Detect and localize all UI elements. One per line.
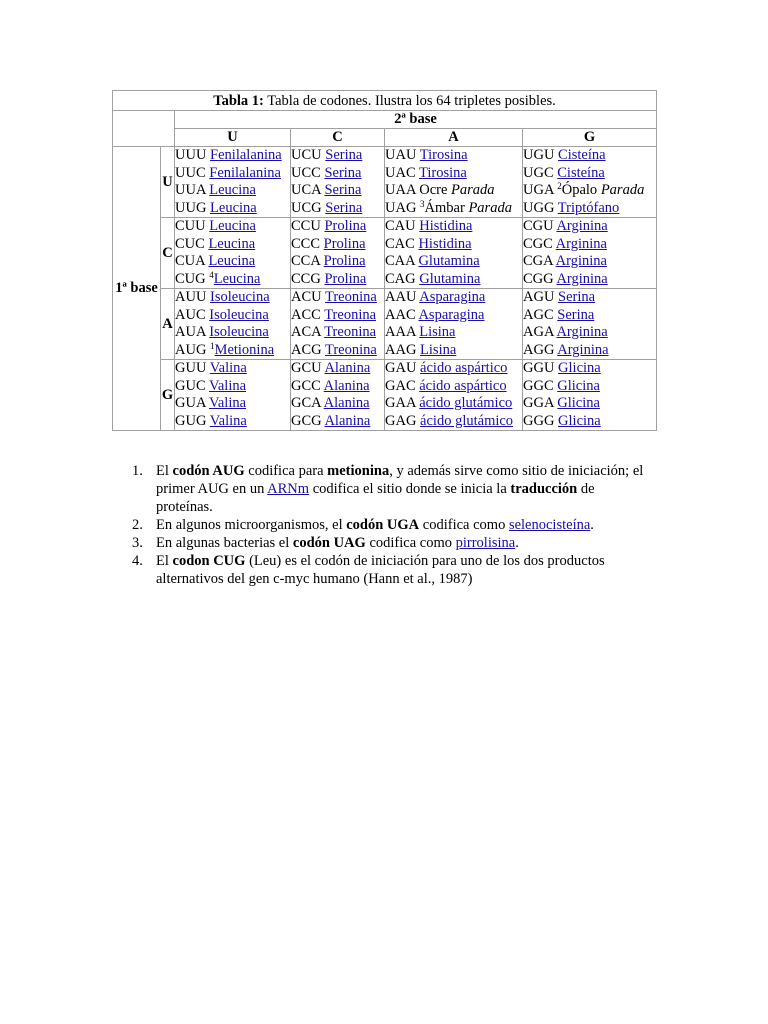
codon-triplet: GCU — [291, 360, 322, 376]
amino-acid-link[interactable]: Triptófano — [557, 199, 620, 216]
amino-acid-link[interactable]: Isoleucina — [209, 306, 269, 323]
table-row — [113, 218, 657, 289]
amino-acid-link[interactable]: Tirosina — [419, 147, 468, 163]
codon-entry — [523, 378, 656, 396]
codon-entry — [523, 236, 656, 254]
footnotes-list — [114, 462, 654, 588]
footnote-bold-term: codon CUG — [172, 553, 246, 569]
codon-triplet: AUG — [175, 341, 207, 358]
footnote-ref: 4 — [209, 269, 214, 280]
footnote-link[interactable]: pirrolisina — [455, 535, 516, 551]
codon-triplet: UUA — [175, 182, 206, 198]
codon-entry — [175, 271, 290, 289]
amino-acid-link[interactable]: Leucina — [208, 253, 256, 269]
codon-entry — [175, 182, 290, 200]
amino-acid-link[interactable]: Glicina — [557, 395, 600, 411]
first-base-letter: A — [161, 289, 175, 360]
amino-acid-link[interactable]: Serina — [324, 164, 362, 181]
codon-triplet: UGC — [523, 164, 554, 181]
codon-triplet: CCG — [291, 270, 321, 287]
codon-entry — [385, 413, 522, 431]
amino-acid-link[interactable]: ácido glutámico — [419, 395, 513, 411]
amino-acid-link[interactable]: Cisteína — [557, 164, 605, 181]
amino-acid-link[interactable]: ácido aspártico — [420, 360, 508, 376]
footnote-text: El — [156, 463, 173, 479]
footnote-text: En algunos microorganismos, el — [156, 517, 347, 533]
codon-triplet: AUU — [175, 289, 207, 305]
codon-group-cell — [385, 289, 523, 360]
footnote-link[interactable]: ARNm — [267, 481, 310, 497]
codon-entry — [523, 360, 656, 378]
codon-entry — [291, 218, 384, 236]
codon-entry — [291, 360, 384, 378]
amino-acid-link[interactable]: Isoleucina — [210, 289, 270, 305]
codon-entry — [385, 236, 522, 254]
footnote-text: . — [590, 517, 594, 533]
footnote-number: 2. — [132, 517, 143, 533]
first-base-letter: C — [161, 218, 175, 289]
amino-acid-link[interactable]: Glicina — [558, 360, 601, 376]
amino-acid-link[interactable]: Histidina — [419, 218, 473, 234]
amino-acid-link[interactable]: Histidina — [418, 235, 472, 252]
codon-group-cell — [523, 360, 657, 431]
codon-triplet: UAU — [385, 147, 417, 163]
amino-acid-link[interactable]: Serina — [325, 199, 363, 216]
codon-entry — [291, 413, 384, 431]
codon-group-cell — [291, 218, 385, 289]
codon-entry — [385, 360, 522, 378]
amino-acid-link[interactable]: Treonina — [325, 289, 377, 305]
codon-entry — [175, 218, 290, 236]
amino-acid-link[interactable]: Lisina — [420, 341, 457, 358]
first-base-letter: G — [161, 360, 175, 431]
codon-entry — [175, 360, 290, 378]
footnote-number: 4. — [132, 553, 143, 569]
codon-entry — [175, 413, 290, 431]
first-base-letter: U — [161, 147, 175, 218]
amino-acid-link[interactable]: Glutamina — [419, 270, 481, 287]
codon-triplet: UCA — [291, 182, 321, 198]
amino-acid-link[interactable]: Serina — [324, 182, 362, 198]
column-header-g: G — [523, 129, 657, 147]
amino-acid-link[interactable]: Asparagina — [419, 289, 486, 305]
codon-entry — [175, 395, 290, 413]
codon-group-cell — [175, 360, 291, 431]
codon-entry — [291, 324, 384, 342]
amino-acid-link[interactable]: ácido glutámico — [420, 412, 514, 429]
codon-triplet: GGU — [523, 360, 555, 376]
codon-entry — [385, 395, 522, 413]
codon-entry — [175, 378, 290, 396]
second-base-header: 2ª base — [175, 111, 657, 129]
codon-triplet: UGG — [523, 199, 555, 216]
codon-entry — [385, 378, 522, 396]
codon-triplet: CUA — [175, 253, 205, 269]
amino-acid-link[interactable]: Glutamina — [418, 253, 480, 269]
amino-acid-link[interactable]: Treonina — [324, 306, 377, 323]
codon-triplet: CUC — [175, 235, 205, 252]
stop-label: Parada — [468, 199, 512, 216]
footnote-text: codifica para — [244, 463, 328, 479]
codon-entry — [291, 289, 384, 307]
amino-acid-link[interactable]: Fenilalanina — [209, 164, 281, 181]
codon-entry — [291, 307, 384, 325]
footnote-bold-term: codón UAG — [292, 535, 366, 551]
footnote-text: (Leu) es el codón de iniciación para uno de los dos productos alternativos del gen c-myc humano (Hann et al., 1987) — [156, 553, 605, 587]
codon-triplet: GCC — [291, 377, 321, 394]
codon-entry — [523, 324, 656, 342]
amino-acid-link[interactable]: Treonina — [325, 341, 377, 358]
codon-entry — [291, 342, 384, 360]
codon-entry — [175, 289, 290, 307]
amino-acid-link[interactable]: Arginina — [555, 253, 607, 269]
codon-triplet: AUC — [175, 306, 206, 323]
codon-entry — [523, 289, 656, 307]
codon-entry — [291, 147, 384, 165]
codon-triplet: ACG — [291, 341, 322, 358]
footnote-text: codifica como — [365, 535, 456, 551]
amino-acid-link[interactable]: Valina — [209, 377, 247, 394]
amino-acid-link[interactable]: Cisteína — [558, 147, 606, 163]
codon-entry — [385, 271, 522, 289]
codon-triplet: UGA — [523, 182, 554, 198]
amino-acid-link[interactable]: Lisina — [419, 324, 456, 340]
codon-triplet: GGA — [523, 395, 554, 411]
codon-triplet: UCG — [291, 199, 322, 216]
codon-triplet: AGU — [523, 289, 555, 305]
codon-entry — [385, 165, 522, 183]
codon-triplet: CGC — [523, 235, 553, 252]
codon-entry — [291, 165, 384, 183]
amino-acid-link[interactable]: Arginina — [556, 270, 608, 287]
codon-entry — [385, 218, 522, 236]
amino-acid-link[interactable]: Arginina — [555, 235, 607, 252]
codon-triplet: CGU — [523, 218, 554, 234]
footnote-link[interactable]: selenocisteína — [508, 517, 591, 533]
codon-group-cell — [175, 147, 291, 218]
amino-acid-link[interactable]: Glicina — [558, 412, 601, 429]
codon-triplet: AUA — [175, 324, 206, 340]
amino-acid-link[interactable]: Leucina — [209, 218, 256, 234]
codon-entry — [291, 236, 384, 254]
footnote-number: 3. — [132, 535, 143, 551]
codon-entry — [385, 253, 522, 271]
amino-acid-link[interactable]: Alanina — [324, 360, 371, 376]
codon-triplet: GAU — [385, 360, 417, 376]
codon-entry — [523, 271, 656, 289]
codon-triplet: UUC — [175, 164, 206, 181]
amino-acid-link[interactable]: Serina — [325, 147, 363, 163]
amino-acid-link[interactable]: ácido aspártico — [419, 377, 507, 394]
amino-acid-link[interactable]: Leucina — [209, 182, 256, 198]
codon-triplet: GGC — [523, 377, 554, 394]
amino-acid-link[interactable]: Prolina — [323, 235, 366, 252]
codon-triplet: AGC — [523, 306, 554, 323]
footnote-bold-term: metionina — [327, 463, 390, 479]
codon-triplet: UAG — [385, 199, 417, 216]
codon-entry — [291, 200, 384, 218]
stop-label: Parada — [600, 182, 645, 198]
codon-group-cell — [523, 289, 657, 360]
codon-triplet: GUG — [175, 412, 207, 429]
amino-acid-link[interactable]: Leucina — [210, 199, 257, 216]
amino-acid-link[interactable]: Leucina — [208, 235, 256, 252]
codon-group-cell — [175, 218, 291, 289]
codon-entry — [523, 413, 656, 431]
codon-group-cell — [291, 289, 385, 360]
codon-entry — [175, 236, 290, 254]
caption-label: Tabla 1: — [213, 92, 264, 109]
codon-triplet: UAA — [385, 182, 416, 198]
amino-acid-link[interactable]: Serina — [558, 289, 596, 305]
table-row — [113, 147, 657, 218]
table-caption — [113, 91, 657, 111]
codon-triplet: CCC — [291, 235, 321, 252]
codon-entry — [523, 200, 656, 218]
codon-entry — [291, 182, 384, 200]
codon-entry — [523, 307, 656, 325]
footnote-text: En algunas bacterias el — [156, 535, 293, 551]
amino-acid-link[interactable]: Valina — [209, 412, 247, 429]
amino-acid-link[interactable]: Valina — [209, 360, 247, 376]
codon-entry — [523, 218, 656, 236]
codon-triplet: GCG — [291, 412, 322, 429]
codon-triplet: ACC — [291, 306, 321, 323]
corner-cell — [113, 111, 175, 147]
codon-triplet: UGU — [523, 147, 555, 163]
codon-triplet: GAC — [385, 377, 416, 394]
codon-group-cell — [523, 147, 657, 218]
codon-triplet: CUG — [175, 270, 206, 287]
amino-acid-link[interactable]: Serina — [557, 306, 595, 323]
codon-entry — [175, 324, 290, 342]
stop-codon-name: Ámbar — [424, 199, 465, 216]
codon-entry — [385, 342, 522, 360]
codon-group-cell — [291, 147, 385, 218]
amino-acid-link[interactable]: Alanina — [323, 377, 370, 394]
footnote-item — [114, 534, 654, 552]
first-base-header: 1ª base — [113, 147, 161, 431]
amino-acid-link[interactable]: Asparagina — [418, 306, 485, 323]
footnote-ref: 3 — [420, 198, 425, 209]
codon-triplet: CCU — [291, 218, 321, 234]
codon-entry — [291, 271, 384, 289]
codon-entry — [175, 342, 290, 360]
amino-acid-link[interactable]: Leucina — [213, 270, 261, 287]
footnote-item — [114, 516, 654, 534]
amino-acid-link[interactable]: Alanina — [324, 412, 371, 429]
codon-triplet: AGG — [523, 341, 555, 358]
footnote-bold-term: codón UGA — [346, 517, 420, 533]
stop-label: Parada — [451, 182, 495, 198]
codon-entry — [385, 147, 522, 165]
footnote-text: codifica el sitio donde se inicia la — [309, 481, 511, 497]
codon-triplet: GAA — [385, 395, 416, 411]
amino-acid-link[interactable]: Valina — [209, 395, 247, 411]
codon-entry — [175, 147, 290, 165]
amino-acid-link[interactable]: Prolina — [323, 253, 366, 269]
codon-triplet: GGG — [523, 412, 555, 429]
codon-entry — [175, 165, 290, 183]
codon-triplet: AAG — [385, 341, 417, 358]
codon-triplet: GAG — [385, 412, 417, 429]
amino-acid-link[interactable]: Glicina — [557, 377, 600, 394]
amino-acid-link[interactable]: Tirosina — [419, 164, 467, 181]
codon-triplet: AAC — [385, 306, 416, 323]
codon-group-cell — [385, 360, 523, 431]
footnote-text: El — [156, 553, 173, 569]
codon-triplet: CAA — [385, 253, 415, 269]
codon-entry — [385, 324, 522, 342]
codon-entry — [175, 307, 290, 325]
codon-entry — [385, 182, 522, 200]
codon-entry — [291, 253, 384, 271]
column-header-a: A — [385, 129, 523, 147]
stop-codon-name: Ópalo — [561, 182, 598, 198]
codon-entry — [385, 289, 522, 307]
codon-entry — [385, 307, 522, 325]
amino-acid-link[interactable]: Arginina — [557, 341, 609, 358]
codon-triplet: UAC — [385, 164, 416, 181]
footnote-item — [114, 552, 654, 588]
codon-triplet: UUU — [175, 147, 207, 163]
codon-entry — [523, 253, 656, 271]
codon-triplet: UUG — [175, 199, 207, 216]
codon-entry — [291, 378, 384, 396]
codon-entry — [523, 395, 656, 413]
codon-group-cell — [385, 147, 523, 218]
footnote-ref: 2 — [557, 181, 562, 191]
codon-entry — [523, 147, 656, 165]
codon-entry — [291, 395, 384, 413]
codon-triplet: CAU — [385, 218, 416, 234]
footnote-text: de proteínas. — [156, 481, 595, 515]
footnote-text: . — [515, 535, 519, 551]
codon-group-cell — [291, 360, 385, 431]
codon-group-cell — [385, 218, 523, 289]
codon-group-cell — [523, 218, 657, 289]
column-header-c: C — [291, 129, 385, 147]
codon-triplet: UCC — [291, 164, 321, 181]
caption-text: Tabla de codones. Ilustra los 64 tripletes posibles. — [263, 92, 556, 109]
codon-triplet: GCA — [291, 395, 321, 411]
stop-codon-name: Ocre — [419, 182, 448, 198]
codon-triplet: GUC — [175, 377, 206, 394]
codon-entry — [175, 200, 290, 218]
codon-triplet: CGA — [523, 253, 553, 269]
codon-triplet: AAA — [385, 324, 416, 340]
footnote-text: , y además sirve como sitio de iniciación; el primer AUG en un — [156, 463, 644, 497]
footnote-item — [114, 462, 654, 516]
amino-acid-link[interactable]: Isoleucina — [209, 324, 269, 340]
codon-triplet: GUA — [175, 395, 206, 411]
codon-table — [112, 90, 657, 431]
amino-acid-link[interactable]: Arginina — [556, 324, 608, 340]
codon-entry — [175, 253, 290, 271]
amino-acid-link[interactable]: Prolina — [324, 218, 367, 234]
amino-acid-link[interactable]: Fenilalanina — [210, 147, 282, 163]
codon-triplet: CGG — [523, 270, 554, 287]
footnote-number: 1. — [132, 463, 143, 479]
amino-acid-link[interactable]: Metionina — [214, 341, 275, 358]
table-row — [113, 360, 657, 431]
codon-triplet: ACU — [291, 289, 322, 305]
codon-triplet: AAU — [385, 289, 417, 305]
codon-triplet: CUU — [175, 218, 206, 234]
amino-acid-link[interactable]: Arginina — [556, 218, 608, 234]
footnote-ref: 1 — [210, 340, 215, 351]
codon-triplet: AGA — [523, 324, 554, 340]
codon-triplet: CCA — [291, 253, 321, 269]
codon-entry — [385, 200, 522, 218]
codon-triplet: GUU — [175, 360, 207, 376]
codon-triplet: UCU — [291, 147, 322, 163]
footnote-text: codifica como — [419, 517, 509, 533]
codon-triplet: CAG — [385, 270, 416, 287]
table-row — [113, 289, 657, 360]
codon-entry — [523, 342, 656, 360]
amino-acid-link[interactable]: Alanina — [323, 395, 370, 411]
codon-group-cell — [175, 289, 291, 360]
codon-entry — [523, 182, 656, 200]
amino-acid-link[interactable]: Prolina — [324, 270, 367, 287]
amino-acid-link[interactable]: Treonina — [324, 324, 377, 340]
footnote-bold-term: traducción — [510, 481, 578, 497]
column-header-u: U — [175, 129, 291, 147]
codon-entry — [523, 165, 656, 183]
codon-triplet: ACA — [291, 324, 321, 340]
footnote-bold-term: codón AUG — [172, 463, 245, 479]
codon-triplet: CAC — [385, 235, 415, 252]
